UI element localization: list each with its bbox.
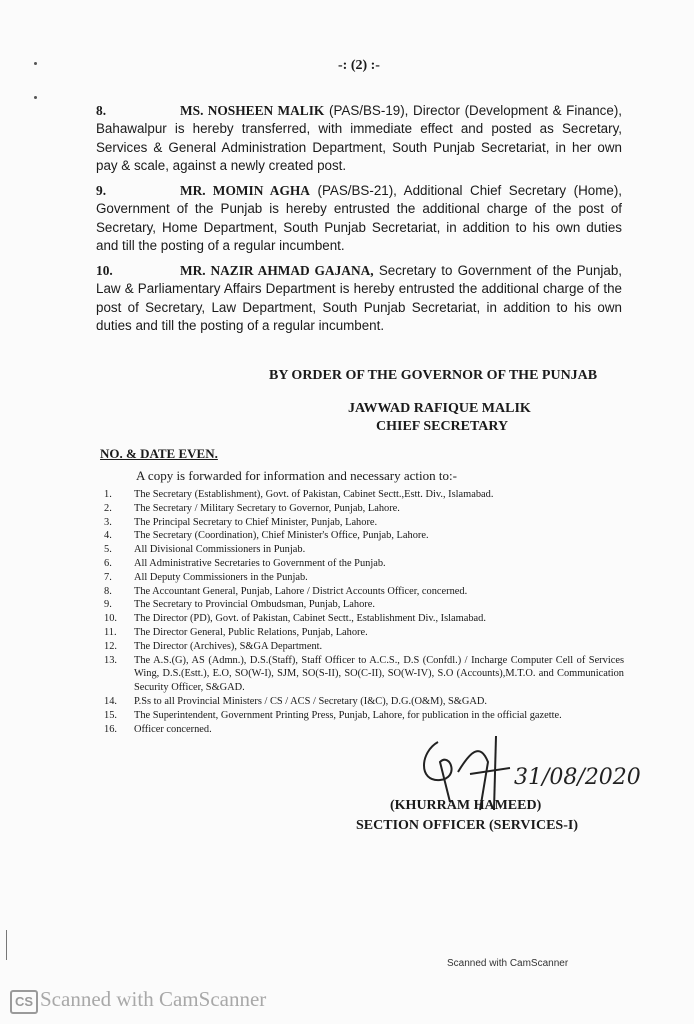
list-item: 12. The Director (Archives), S&GA Department. [104,640,323,652]
signatory-name: JAWWAD RAFIQUE MALIK [348,401,531,416]
paragraph-number: 10. [96,263,113,278]
paragraph-9 [96,182,622,256]
paragraph-10 [96,262,622,336]
list-item: 14. P.Ss to all Provincial Ministers / CS / ACS / Secretary (I&C), D.G.(O&M), S&GAD. [104,695,487,707]
scan-speck [34,96,37,99]
paragraph-text: Secretary to Government of the Punjab, Law & Parliamentary Affairs Department is hereby entrusted the additional charge of the post of Secretary, Law Department, South Punjab Secretariat, in addition to his own duties and till the posting of a regular incumbent. [96,263,622,334]
list-item: 4. The Secretary (Coordination), Chief Minister's Office, Punjab, Lahore. [104,530,429,542]
list-item: 2. The Secretary / Military Secretary to Governor, Punjab, Lahore. [104,502,400,514]
list-item: 1. The Secretary (Establishment), Govt. of Pakistan, Cabinet Sectt.,Estt. Div., Islamabad. [104,489,494,500]
officer-name: MS. NOSHEEN MALIK [180,103,325,118]
scan-edge-line [6,930,7,960]
list-item: 15. The Superintendent, Government Printing Press, Punjab, Lahore, for publication in the official gazette. [104,709,562,721]
signature-date: 31/08/2020 [514,765,641,790]
scanner-watermark-small: Scanned with CamScanner [447,958,569,969]
no-date-heading: NO. & DATE EVEN. [100,446,218,461]
list-item: 11. The Director General, Public Relations, Punjab, Lahore. [104,626,368,638]
list-item: 3. The Principal Secretary to Chief Minister, Punjab, Lahore. [104,516,378,528]
list-item: 13. The A.S.(G), AS (Admn.), D.S.(Staff), Staff Officer to A.C.S., D.S (Confdl.) / Incharge Computer Cell of Services Wing, D.S.(Estt.), E.O, SO(W-I), SJM, SO(S-II), SO(C-II), SO(W-IV), S.O (Accounts),M.T.O. and Communication Security Officer, S&GAD. [104,654,624,694]
list-item: 8. The Accountant General, Punjab, Lahore / District Accounts Officer, concerned. [104,585,468,597]
scanner-watermark-large: Scanned with CamScanner [40,987,267,1011]
list-item: 7. All Deputy Commissioners in the Punjab. [104,571,308,583]
paragraph-text: (PAS/BS-21), Additional Chief Secretary (Home), Government of the Punjab is hereby entrusted the additional charge of the post of Secretary, Home Department, South Punjab Secretariat, in addition to his own duties and till the posting of a regular incumbent. [96,183,622,254]
order-line: BY ORDER OF THE GOVERNOR OF THE PUNJAB [269,368,598,383]
copy-list [104,488,624,736]
copy-intro: A copy is forwarded for information and necessary action to:- [136,468,457,483]
signatory-title: CHIEF SECRETARY [376,419,509,434]
officer-name: MR. MOMIN AGHA [180,183,310,198]
list-item: 5. All Divisional Commissioners in Punjab. [104,544,306,556]
list-item: 10. The Director (PD), Govt. of Pakistan, Cabinet Sectt., Establishment Div., Islamabad. [104,613,486,625]
section-officer-block [356,796,578,836]
chief-secretary-block [348,400,531,436]
paragraph-number: 8. [96,103,107,118]
camscanner-logo-icon: CS [10,990,38,1014]
section-officer-title: SECTION OFFICER (SERVICES-I) [356,818,578,833]
section-officer-name: (KHURRAM HAMEED) [390,798,542,813]
paragraph-number: 9. [96,183,107,198]
list-item: 9. The Secretary to Provincial Ombudsman, Punjab, Lahore. [104,599,375,611]
list-item: 6. All Administrative Secretaries to Government of the Punjab. [104,557,386,569]
list-item: 16. Officer concerned. [104,723,212,735]
officer-name: MR. NAZIR AHMAD GAJANA, [180,263,374,278]
scan-speck [34,62,37,65]
paragraph-8 [96,102,622,176]
paragraph-text: (PAS/BS-19), Director (Development & Finance), Bahawalpur is hereby transferred, with immediate effect and posted as Secretary, Services & General Administration Department, South Punjab Secretariat, in her own pay & scale, against a newly created post. [96,103,622,174]
page-number: -: (2) :- [338,58,380,73]
